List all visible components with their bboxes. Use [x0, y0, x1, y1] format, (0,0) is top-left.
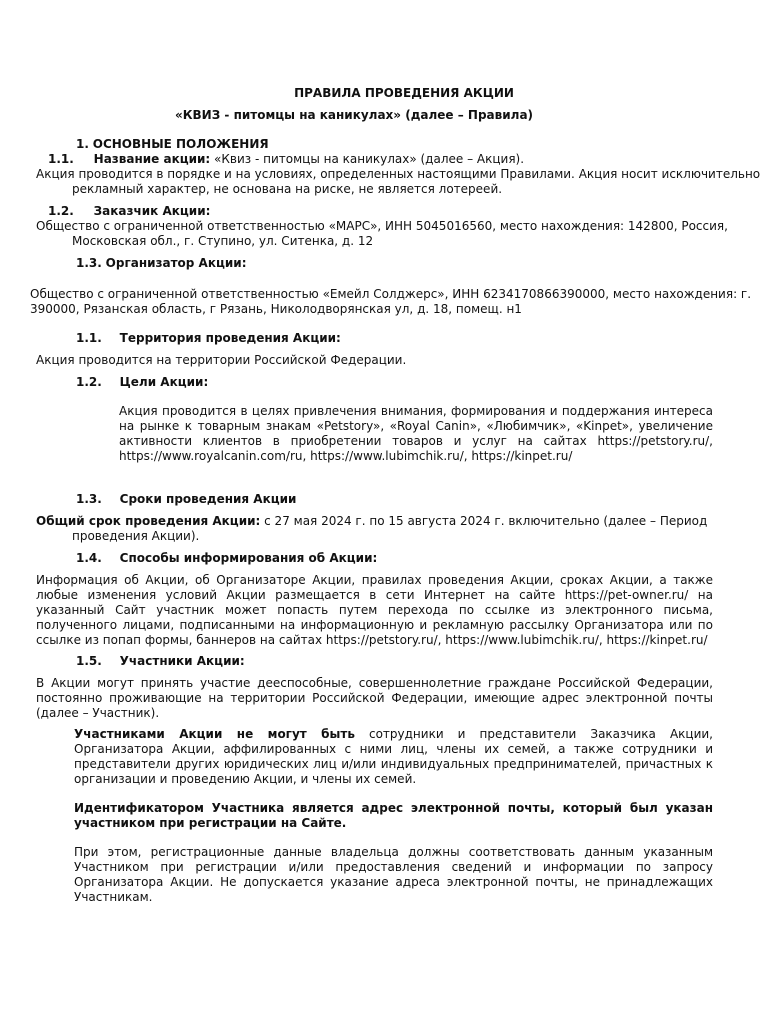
goals-text: Акция проводится в целях привлечения внимания, формирования и поддержания интереса на рынке к товарным знакам «Petstory», «Royal Canin», «Любимчик», «Kinpet», увеличение активности клиентов в приобретении товаров и услуг на сайтах https://petstory.ru/, https://www.royalcanin.com/ru, https://www.lubimchik.ru/, https://kinpet.ru/	[119, 404, 713, 463]
participants-registration: При этом, регистрационные данные владельца должны соответствовать данным указанным Участником при регистрации и/или предоставления сведений и информации по запросу Организатора Акции. Не допускается указание адреса электронной почты, не принадлежащих Участникам.	[74, 845, 713, 904]
doc-title-line1: ПРАВИЛА ПРОВЕДЕНИЯ АКЦИИ	[294, 86, 514, 100]
participants-text: В Акции могут принять участие дееспособные, совершеннолетние граждане Российской Федерации, постоянно проживающие на территории Российской Федерации, имеющие адрес электронной почты (далее – Участник).	[36, 676, 713, 720]
participants-identifier: Идентификатором Участника является адрес электронной почты, который был указан участником при регистрации на Сайте.	[74, 801, 713, 830]
section-number: 1.2.	[48, 204, 74, 218]
section-number: 1.3.	[76, 256, 102, 270]
terms-period-line1: Общий срок проведения Акции: с 27 мая 2024 г. по 15 августа 2024 г. включительно (далее – Период	[36, 514, 708, 528]
info-text: Информация об Акции, об Организаторе Акции, правилах проведения Акции, сроках Акции, а также любые изменения условий Акции размещается в сети Интернет на сайте https://pet-owner.ru/ на указанный Сайт участник может попасть путем перехода по ссылке из электронного письма, полученного лицами, подписанными на информационную и рекламную рассылку Организатора или по ссылке из попап формы, баннеров на сайтах https://petstory.ru/, https://www.lubimchik.ru/, https://kinpet.ru/	[36, 573, 713, 647]
goals-label: Цели Акции:	[119, 375, 209, 389]
info-label: Способы информирования об Акции:	[119, 551, 378, 565]
participants-heading	[76, 654, 245, 669]
terms-label: Сроки проведения Акции	[119, 492, 297, 506]
section-number: 1.4.	[76, 551, 102, 565]
territory-text: Акция проводится на территории Российской Федерации.	[36, 353, 407, 367]
name-label: Название акции:	[93, 152, 211, 166]
name-value: «Квиз - питомцы на каникулах» (далее – Акция).	[210, 152, 525, 166]
doc-title-line2: «КВИЗ - питомцы на каникулах» (далее – Правила)	[174, 108, 534, 122]
customer-line2: Московская обл., г. Ступино, ул. Ситенка, д. 12	[72, 234, 374, 248]
section-number: 1.2.	[76, 375, 102, 389]
territory-heading	[76, 331, 341, 346]
customer-label: Заказчик Акции:	[93, 204, 211, 218]
name-heading	[48, 152, 524, 167]
organizer-label: Организатор Акции:	[105, 256, 247, 270]
participants-label: Участники Акции:	[119, 654, 245, 668]
organizer-line2: 390000, Рязанская область, г Рязань, Николодворянская ул, д. 18, помещ. н1	[30, 302, 522, 316]
section-number: 1.1.	[48, 152, 74, 166]
customer-line1: Общество с ограниченной ответственностью «МАРС», ИНН 5045016560, место нахождения: 142800, Россия,	[36, 219, 728, 233]
terms-period-line2: проведения Акции).	[72, 529, 200, 543]
section-number: 1.1.	[76, 331, 102, 345]
participants-exclusion: Участниками Акции не могут быть сотрудники и представители Заказчика Акции, Организатора Акции, аффилированных с ними лиц, члены их семей, а также сотрудники и представители других юридических лиц и/или индивидуальных предпринимателей, причастных к организации и проведению Акции, и члены их семей.	[74, 727, 713, 786]
name-desc-line1: Акция проводится в порядке и на условиях, определенных настоящими Правилами. Акция носит исключительно	[36, 167, 761, 181]
goals-heading	[76, 375, 208, 390]
section-number: 1.5.	[76, 654, 102, 668]
info-heading	[76, 551, 377, 566]
section-number: 1.3.	[76, 492, 102, 506]
terms-heading	[76, 492, 296, 507]
name-desc-line2: рекламный характер, не основана на риске, не является лотереей.	[72, 182, 503, 196]
organizer-heading	[76, 256, 247, 271]
territory-label: Территория проведения Акции:	[119, 331, 341, 345]
customer-heading	[48, 204, 210, 219]
organizer-line1: Общество с ограниченной ответственностью «Емейл Солджерс», ИНН 6234170866390000, место нахождения: г.	[30, 287, 752, 301]
section-main-heading: 1. ОСНОВНЫЕ ПОЛОЖЕНИЯ	[76, 137, 269, 151]
